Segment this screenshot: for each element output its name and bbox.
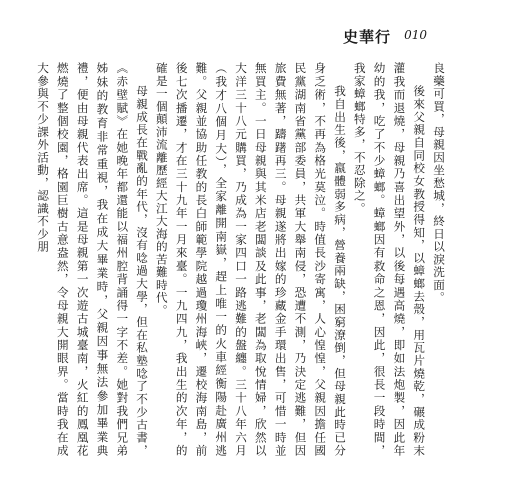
book-title: 史華行 xyxy=(342,28,391,46)
paragraph: 後來父親自同校女教授得知，以蟑螂去殼，用瓦片燒乾，碾成粉末灌我而退燒，母親乃喜出望外，以後每遇高燒，即如法炮製，因此年幼的我，吃了不少蟑螂。蟑螂因有救命之恩，因此，很長一段時間，我家蟑螂特多，不忍除之。 xyxy=(352,62,427,457)
page-number: 010 xyxy=(404,28,427,42)
paragraph: 我自出生後，嬴體弱多病，營養兩缺，困窮潦倒，但母親此時已分身乏術，不再為格光莫泣。時值長沙寄寓，人心惶惶，父親因擔任國民黨湖南省黨部委員，共軍大舉南侵，恐遭不測，乃決定逃難，但因旅費無著，躊躇再三。母親遂將出嫁的珍藏金手環出售，可惜一時並無買主。一日母親與其米店老闆談及此事，老闆為取悅情婦，欣然以大洋三十八元購買，乃成為一家四口一路逃難的盤纏。三十八年六月（我才八個月大），全家離開南嶽，趕上唯一的火車經衡陽赴廣州逃難。父親並協助任教的長白師範學院越過瓊州海峽，遷校海南島，前後七次播遷，才在三十九年一月來臺。一九四九，我出生的次年，的確是一個顛沛流離歷經大江大海的苦難時代。 xyxy=(154,62,348,457)
paragraph: 母親成長在戰亂的年代，沒有唸過大學，但在私塾唸了不少古書，《赤壁賦》在她晚年都還能以福州腔背誦得一字不差。她對我們兄弟姊妹的教育非常重視，我在成大畢業時，父親因事無法參加畢業典禮，便由母親代表出席。這是母親第一次遊古城臺南，火紅的鳳凰花燃燒了整個校園，格園巨樹古意盎然，令母親大開眼界。當時我在成大參與不少課外活動，認識不少朋 xyxy=(36,62,150,457)
body-text xyxy=(36,62,448,457)
paragraph-continued: 良藥可買，母親因坐愁城，終日以淚洗面。 xyxy=(432,62,446,305)
